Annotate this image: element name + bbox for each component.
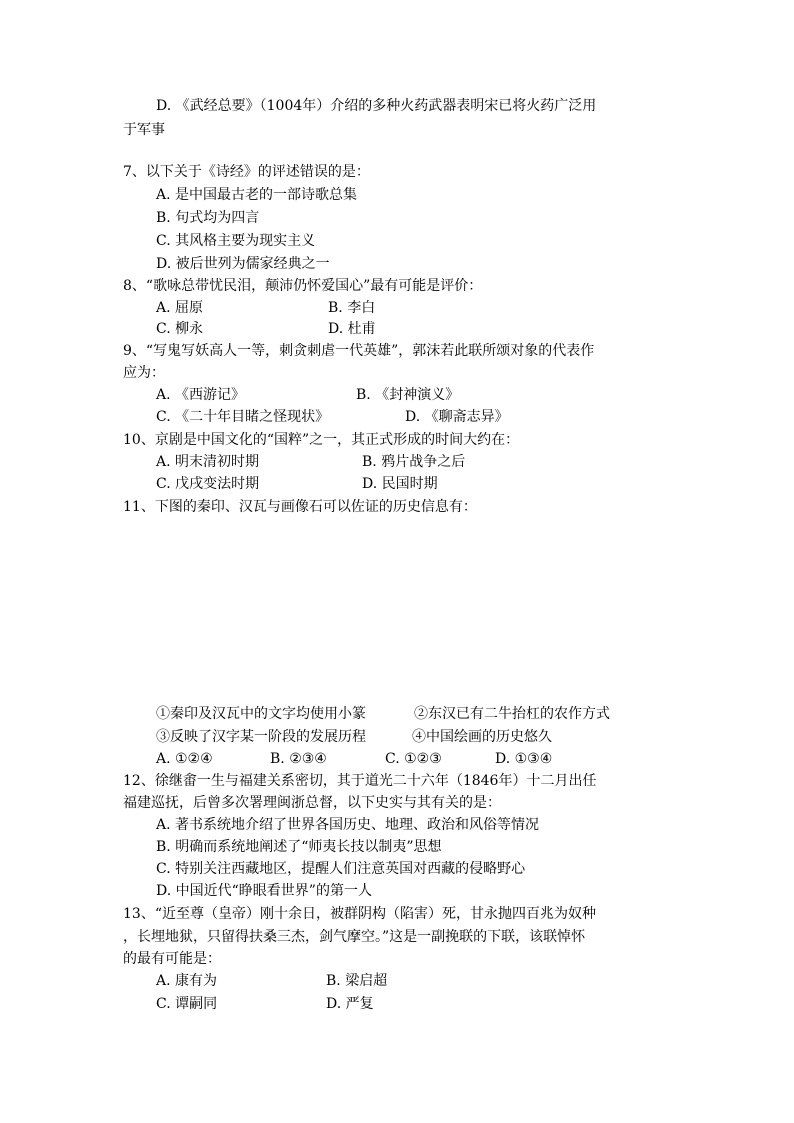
q7-option-b: B. 句式均为四言 xyxy=(156,210,260,226)
q11-option-d: D. ①③④ xyxy=(495,751,553,767)
q9-stem-line2: 应为： xyxy=(123,365,165,381)
q11-option-b: B. ②③④ xyxy=(270,751,327,767)
q12-option-d: D. 中国近代“睁眼看世界”的第一人 xyxy=(156,883,372,899)
q10-option-a: A. 明末清初时期 xyxy=(156,454,260,470)
q12-option-b: B. 明确而系统地阐述了“师夷长技以制夷”思想 xyxy=(156,839,442,855)
q9-stem-line1: 9、“写鬼写妖高人一等，刺贪刺虐一代英雄”，郭沫若此联所颂对象的代表作 xyxy=(123,343,595,359)
q11-stem: 11、下图的秦印、汉瓦与画像石可以佐证的历史信息有： xyxy=(123,499,477,515)
q9-option-b: B. 《封神演义》 xyxy=(356,387,460,403)
q7-option-d: D. 被后世列为儒家经典之一 xyxy=(156,256,330,272)
q13-option-d: D. 严复 xyxy=(326,996,374,1012)
q7-stem: 7、以下关于《诗经》的评述错误的是： xyxy=(123,164,370,180)
q6-option-d-line2: 于军事 xyxy=(123,122,165,138)
q8-option-d: D. 杜甫 xyxy=(328,321,376,337)
q11-statement-1: ①秦印及汉瓦中的文字均使用小篆 xyxy=(156,706,366,722)
q13-option-a: A. 康有为 xyxy=(156,973,218,989)
q13-stem-line1: 13、“近至尊（皇帝）刚十余日，被群阴构（陷害）死，甘永抛四百兆为奴种 xyxy=(123,906,596,922)
q7-option-c: C. 其风格主要为现实主义 xyxy=(156,233,316,249)
q9-option-a: A. 《西游记》 xyxy=(156,387,246,403)
q12-option-c: C. 特别关注西藏地区，提醒人们注意英国对西藏的侵略野心 xyxy=(156,861,526,877)
q11-image-area xyxy=(123,520,663,700)
q13-stem-line3: 的最有可能是： xyxy=(123,951,221,967)
q8-option-c: C. 柳永 xyxy=(156,321,204,337)
q13-stem-line2: ，长埋地狱，只留得扶桑三杰，剑气摩空。”这是一副挽联的下联，该联悼怀 xyxy=(123,929,586,945)
q11-statement-2: ②东汉已有二牛抬杠的农作方式 xyxy=(414,706,610,722)
q8-option-b: B. 李白 xyxy=(328,300,376,316)
q8-option-a: A. 屈原 xyxy=(156,300,204,316)
q11-option-a: A. ①②④ xyxy=(156,751,213,767)
q11-option-c: C. ①②③ xyxy=(385,751,442,767)
q10-option-d: D. 民国时期 xyxy=(362,476,438,492)
q8-stem: 8、“歌咏总带忧民泪，颠沛仍怀爱国心”最有可能是评价： xyxy=(123,278,483,294)
q12-stem-line1: 12、徐继畬一生与福建关系密切，其于道光二十六年（1846年）十二月出任 xyxy=(123,773,597,789)
q13-option-c: C. 谭嗣同 xyxy=(156,996,218,1012)
q10-option-c: C. 戊戌变法时期 xyxy=(156,476,260,492)
q12-option-a: A. 著书系统地介绍了世界各国历史、地理、政治和风俗等情况 xyxy=(156,817,540,833)
q9-option-c: C. 《二十年目睹之怪现状》 xyxy=(156,409,330,425)
q10-stem: 10、京剧是中国文化的“国粹”之一，其正式形成的时间大约在： xyxy=(123,432,520,448)
q11-statement-3: ③反映了汉字某一阶段的发展历程 xyxy=(156,729,366,745)
q11-statement-4: ④中国绘画的历史悠久 xyxy=(412,729,552,745)
q13-option-b: B. 梁启超 xyxy=(326,973,388,989)
q10-option-b: B. 鸦片战争之后 xyxy=(362,454,466,470)
q6-option-d-line1: D. 《武经总要》（1004年）介绍的多种火药武器表明宋已将火药广泛用 xyxy=(156,98,597,114)
q12-stem-line2: 福建巡抚，后曾多次署理闽浙总督，以下史实与其有关的是： xyxy=(123,795,501,811)
q7-option-a: A. 是中国最古老的一部诗歌总集 xyxy=(156,187,358,203)
q9-option-d: D. 《聊斋志异》 xyxy=(405,409,509,425)
